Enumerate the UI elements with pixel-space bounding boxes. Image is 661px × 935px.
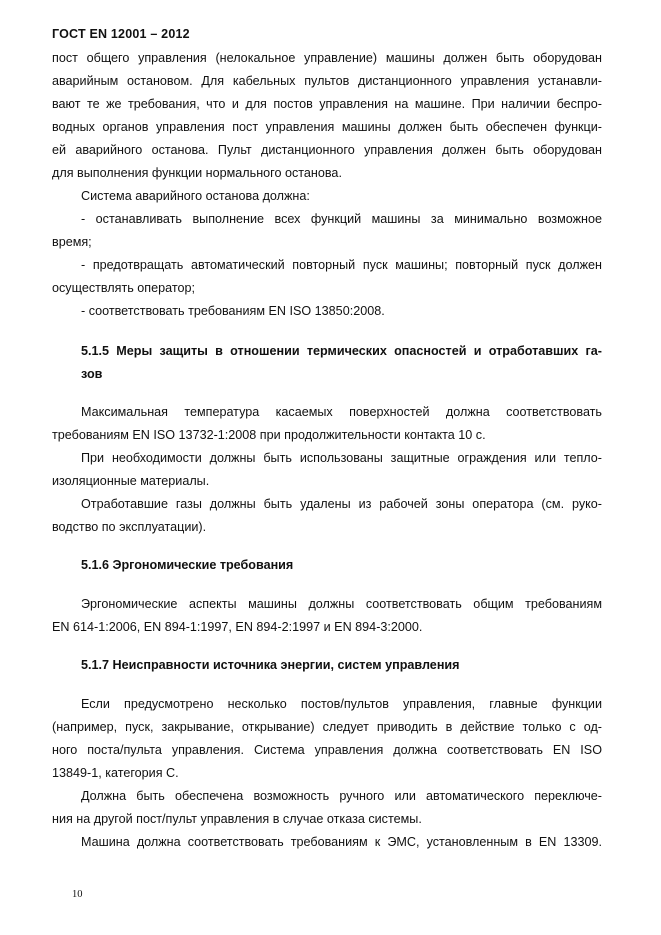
text-line: изоляционные материалы. [52, 474, 210, 488]
text-line: (например, пуск, закрывание, открывание) следует приводить в действие только с од- [52, 720, 602, 734]
section-heading-5-1-7: 5.1.7 Неисправности источника энергии, систем управления [81, 658, 460, 672]
text-line: водных органов управления пост управления машины должен быть обеспечен функци- [52, 120, 602, 134]
text-line: При необходимости должны быть использованы защитные ограждения или тепло- [81, 451, 602, 465]
list-item: - останавливать выполнение всех функций машины за минимально возможное [81, 212, 602, 226]
text-line: Система аварийного останова должна: [81, 189, 310, 203]
text-line: Если предусмотрено несколько постов/пультов управления, главные функции [81, 697, 602, 711]
text-line: Отработавшие газы должны быть удалены из рабочей зоны оператора (см. руко- [81, 497, 602, 511]
text-line: 13849-1, категория С. [52, 766, 179, 780]
text-line: ей аварийного останова. Пульт дистанционного управления должен быть оборудован [52, 143, 602, 157]
section-heading-5-1-5: 5.1.5 Меры защиты в отношении термических опасностей и отработавших га- [81, 344, 602, 358]
text-line: требованиям EN ISO 13732-1:2008 при продолжительности контакта 10 с. [52, 428, 486, 442]
text-line: осуществлять оператор; [52, 281, 195, 295]
text-line: водство по эксплуатации). [52, 520, 207, 534]
text-line: ного поста/пульта управления. Система управления должна соответствовать EN ISO [52, 743, 602, 757]
page-number: 10 [72, 889, 83, 900]
text-line: Должна быть обеспечена возможность ручного или автоматического переключе- [81, 789, 602, 803]
list-item: - предотвращать автоматический повторный пуск машины; повторный пуск должен [81, 258, 602, 272]
text-line: ния на другой пост/пульт управления в случае отказа системы. [52, 812, 422, 826]
text-line: Машина должна соответствовать требованиям к ЭМС, установленным в EN 13309. [81, 835, 602, 849]
text-line: пост общего управления (нелокальное управление) машины должен быть оборудован [52, 51, 602, 65]
text-line: Эргономические аспекты машины должны соответствовать общим требованиям [81, 597, 602, 611]
text-line: для выполнения функции нормального останова. [52, 166, 342, 180]
section-heading-5-1-6: 5.1.6 Эргономические требования [81, 558, 294, 572]
section-heading-5-1-5-cont: зов [81, 367, 103, 381]
text-line: вают те же требования, что и для постов управления на машине. При наличии беспро- [52, 97, 602, 111]
document-header: ГОСТ EN 12001 – 2012 [52, 27, 190, 41]
text-line: аварийным остановом. Для кабельных пультов дистанционного управления устанавли- [52, 74, 602, 88]
list-item: - соответствовать требованиям EN ISO 13850:2008. [81, 304, 385, 318]
text-line: EN 614-1:2006, EN 894-1:1997, EN 894-2:1997 и EN 894-3:2000. [52, 620, 423, 634]
text-line: Максимальная температура касаемых поверхностей должна соответствовать [81, 405, 602, 419]
text-line: время; [52, 235, 92, 249]
